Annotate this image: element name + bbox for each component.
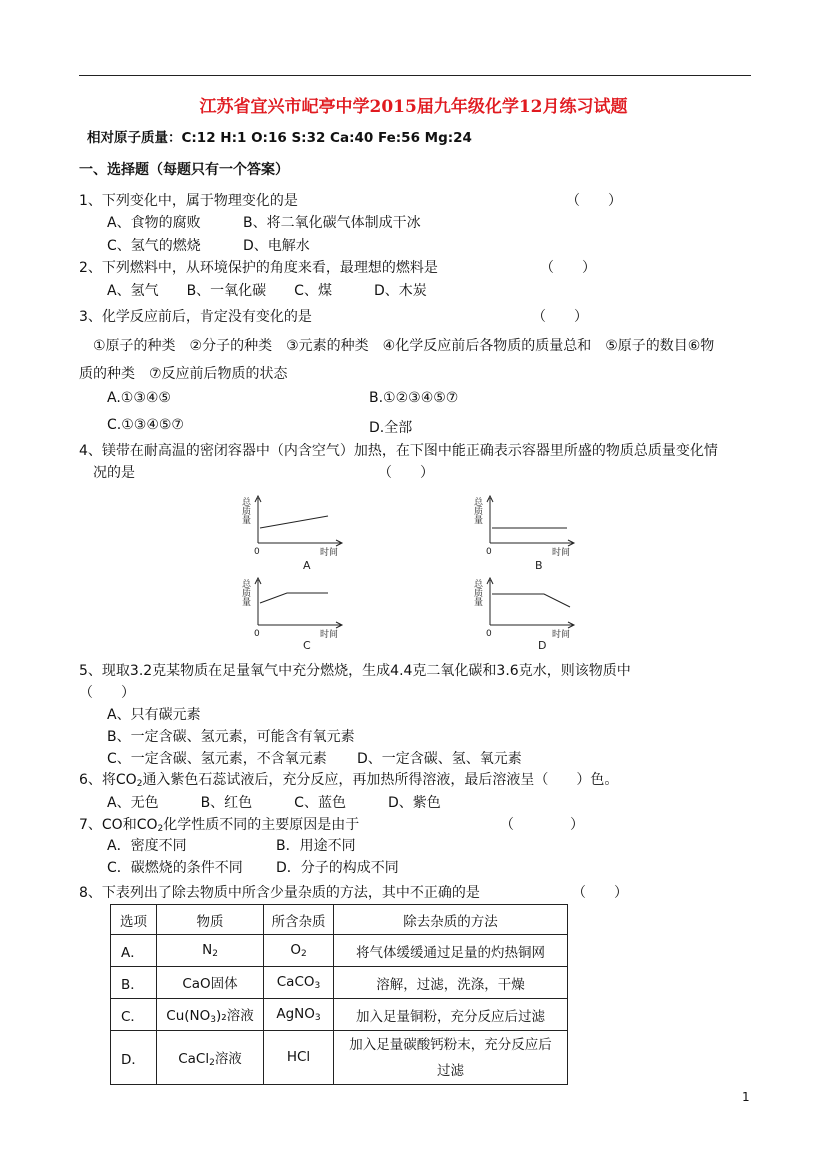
- graph-a-ylabel-1: 总: [242, 498, 252, 508]
- q8-stem: 8、下表列出了除去物质中所含少量杂质的方法，其中不正确的是: [79, 885, 480, 901]
- q1-option-a: A、食物的腐败: [107, 215, 201, 231]
- table-row: [111, 967, 568, 999]
- row-method: 加入足量铜粉，充分反应后过滤: [334, 999, 568, 1031]
- q7-option-b: B．用途不同: [276, 838, 356, 854]
- graph-a: [230, 490, 350, 572]
- q3-stem: 3、化学反应前后，肯定没有变化的是: [79, 309, 312, 325]
- q7-answer-bracket: （ ）: [500, 817, 584, 833]
- q6-sub: 2: [136, 779, 143, 789]
- q6-stem-post: 通入紫色石蕊试液后，充分反应，再加热所得溶液，最后溶液呈（ ）色。: [142, 772, 619, 788]
- graph-a-curve: [260, 516, 328, 528]
- graph-a-ylabel-2: 质: [242, 507, 252, 517]
- graph-b-ylabel-1: 总: [474, 498, 484, 508]
- graph-d-curve: [492, 594, 570, 607]
- table-row: [111, 935, 568, 967]
- graph-c-ylabel-1: 总: [242, 580, 252, 590]
- row-impurity: CaCO$_3$: [264, 967, 334, 999]
- q1-answer-bracket: （ ）: [566, 193, 622, 209]
- graph-b: [462, 490, 582, 572]
- row-substance: CaO固体: [157, 967, 264, 999]
- q8-answer-bracket: （ ）: [572, 885, 628, 901]
- q7-option-d: D．分子的构成不同: [276, 860, 399, 876]
- q4-stem-line2: 况的是: [93, 465, 135, 481]
- q1-option-d: D、电解水: [243, 238, 310, 254]
- q3-option-c: C.①③④⑤⑦: [107, 417, 184, 433]
- row-method: 将气体缓缓通过足量的灼热铜网: [334, 935, 568, 967]
- table-header-cell: 物质: [157, 905, 264, 935]
- row-option: A．: [111, 935, 157, 967]
- q6-stem: [79, 769, 618, 789]
- section-heading: 一、选择题（每题只有一个答案）: [79, 162, 289, 178]
- graph-b-xlabel: 时间: [552, 548, 571, 558]
- q5-option-d: D、一定含碳、氢、氧元素: [357, 751, 522, 767]
- graph-c: [230, 572, 350, 654]
- graph-a-ylabel-3: 量: [242, 516, 252, 526]
- q7-option-a: A．密度不同: [107, 838, 187, 854]
- graph-a-label: A: [303, 559, 311, 572]
- q3-option-d: D.全部: [369, 420, 413, 436]
- graph-d-label: D: [538, 639, 547, 652]
- graph-b-ylabel-2: 质: [474, 507, 484, 517]
- q3-answer-bracket: （ ）: [532, 309, 588, 325]
- row-method: 加入足量碳酸钙粉末，充分反应后 过滤: [334, 1031, 568, 1085]
- q5-answer-bracket: （ ）: [79, 685, 135, 701]
- q1-stem: 1、下列变化中，属于物理变化的是: [79, 193, 298, 209]
- q4-answer-bracket: （ ）: [378, 465, 434, 481]
- q7-stem-post: 化学性质不同的主要原因是由于: [163, 817, 360, 833]
- q2-stem: 2、下列燃料中，从环境保护的角度来看，最理想的燃料是: [79, 260, 438, 276]
- q7-stem: [79, 814, 359, 834]
- row-option: B．: [111, 967, 157, 999]
- row-impurity: AgNO$_3$: [264, 999, 334, 1031]
- q4-stem-line1: 4、镁带在耐高温的密闭容器中（内含空气）加热，在下图中能正确表示容器里所盛的物质总质量变化情: [79, 443, 718, 459]
- q5-option-a: A、只有碳元素: [107, 707, 201, 723]
- q6-stem-pre: 6、将CO: [79, 772, 137, 788]
- graph-d-ylabel-3: 量: [474, 598, 484, 608]
- row-option: C．: [111, 999, 157, 1031]
- row-option: D．: [111, 1031, 157, 1085]
- table-header-cell: 选项: [111, 905, 157, 935]
- q3-items-line1: ①原子的种类 ②分子的种类 ③元素的种类 ④化学反应前后各物质的质量总和 ⑤原子的数目⑥物: [93, 338, 715, 354]
- graph-b-ylabel-3: 量: [474, 516, 484, 526]
- graph-c-curve: [260, 593, 328, 603]
- q5-stem: 5、现取3.2克某物质在足量氧气中充分燃烧，生成4.4克二氧化碳和3.6克水，则该物质中: [79, 663, 631, 679]
- graph-a-xlabel: 时间: [320, 548, 339, 558]
- graph-d-xlabel: 时间: [552, 630, 571, 640]
- q5-option-b: B、一定含碳、氢元素，可能含有氧元素: [107, 729, 355, 745]
- graph-d: [462, 572, 582, 654]
- table-header-row: [111, 905, 568, 935]
- q8-table: [110, 904, 568, 1085]
- q2-options: A、氢气 B、一氧化碳 C、煤 D、木炭: [107, 283, 427, 299]
- q7-stem-pre: 7、CO和CO: [79, 817, 158, 833]
- graph-c-label: C: [303, 639, 311, 652]
- table-header-cell: 所含杂质: [264, 905, 334, 935]
- q3-option-a: A.①③④⑤: [107, 390, 171, 406]
- q1-option-c: C、氢气的燃烧: [107, 238, 201, 254]
- q7-option-c: C．碳燃烧的条件不同: [107, 860, 243, 876]
- page-number: 1: [742, 1090, 750, 1104]
- row-method: 溶解，过滤，洗涤，干燥: [334, 967, 568, 999]
- graph-b-label: B: [535, 559, 543, 572]
- graph-c-ylabel-3: 量: [242, 598, 252, 608]
- row-substance: $Cu(NO_3)_2$溶液: [157, 999, 264, 1031]
- q3-option-b: B.①②③④⑤⑦: [369, 390, 459, 406]
- atomic-mass-line: 相对原子质量：C:12 H:1 O:16 S:32 Ca:40 Fe:56 Mg:24: [87, 130, 472, 146]
- table-row: [111, 1031, 568, 1085]
- graph-b-origin: 0: [486, 547, 492, 557]
- graph-a-origin: 0: [254, 547, 260, 557]
- table-row: [111, 999, 568, 1031]
- q1-option-b: B、将二氧化碳气体制成干冰: [243, 215, 421, 231]
- row-substance: CaCl$_2$溶液: [157, 1031, 264, 1085]
- row-impurity: $O_2$: [264, 935, 334, 967]
- q6-options: A、无色 B、红色 C、蓝色 D、紫色: [107, 795, 441, 811]
- q2-answer-bracket: （ ）: [540, 260, 596, 276]
- q7-sub: 2: [157, 824, 164, 834]
- graph-d-origin: 0: [486, 629, 492, 639]
- graph-c-ylabel-2: 质: [242, 589, 252, 599]
- header-rule: [79, 75, 751, 76]
- q5-option-c: C、一定含碳、氢元素，不含氧元素: [107, 751, 327, 767]
- row-substance: $N_2$: [157, 935, 264, 967]
- graph-c-origin: 0: [254, 629, 260, 639]
- q3-items-line2: 质的种类 ⑦反应前后物质的状态: [79, 366, 288, 382]
- graph-d-ylabel-1: 总: [474, 580, 484, 590]
- page-title: 江苏省宜兴市屺亭中学2015届九年级化学12月练习试题: [199, 97, 628, 117]
- row-impurity: HCl: [264, 1031, 334, 1085]
- graph-c-xlabel: 时间: [320, 630, 339, 640]
- graph-d-ylabel-2: 质: [474, 589, 484, 599]
- table-header-cell: 除去杂质的方法: [334, 905, 568, 935]
